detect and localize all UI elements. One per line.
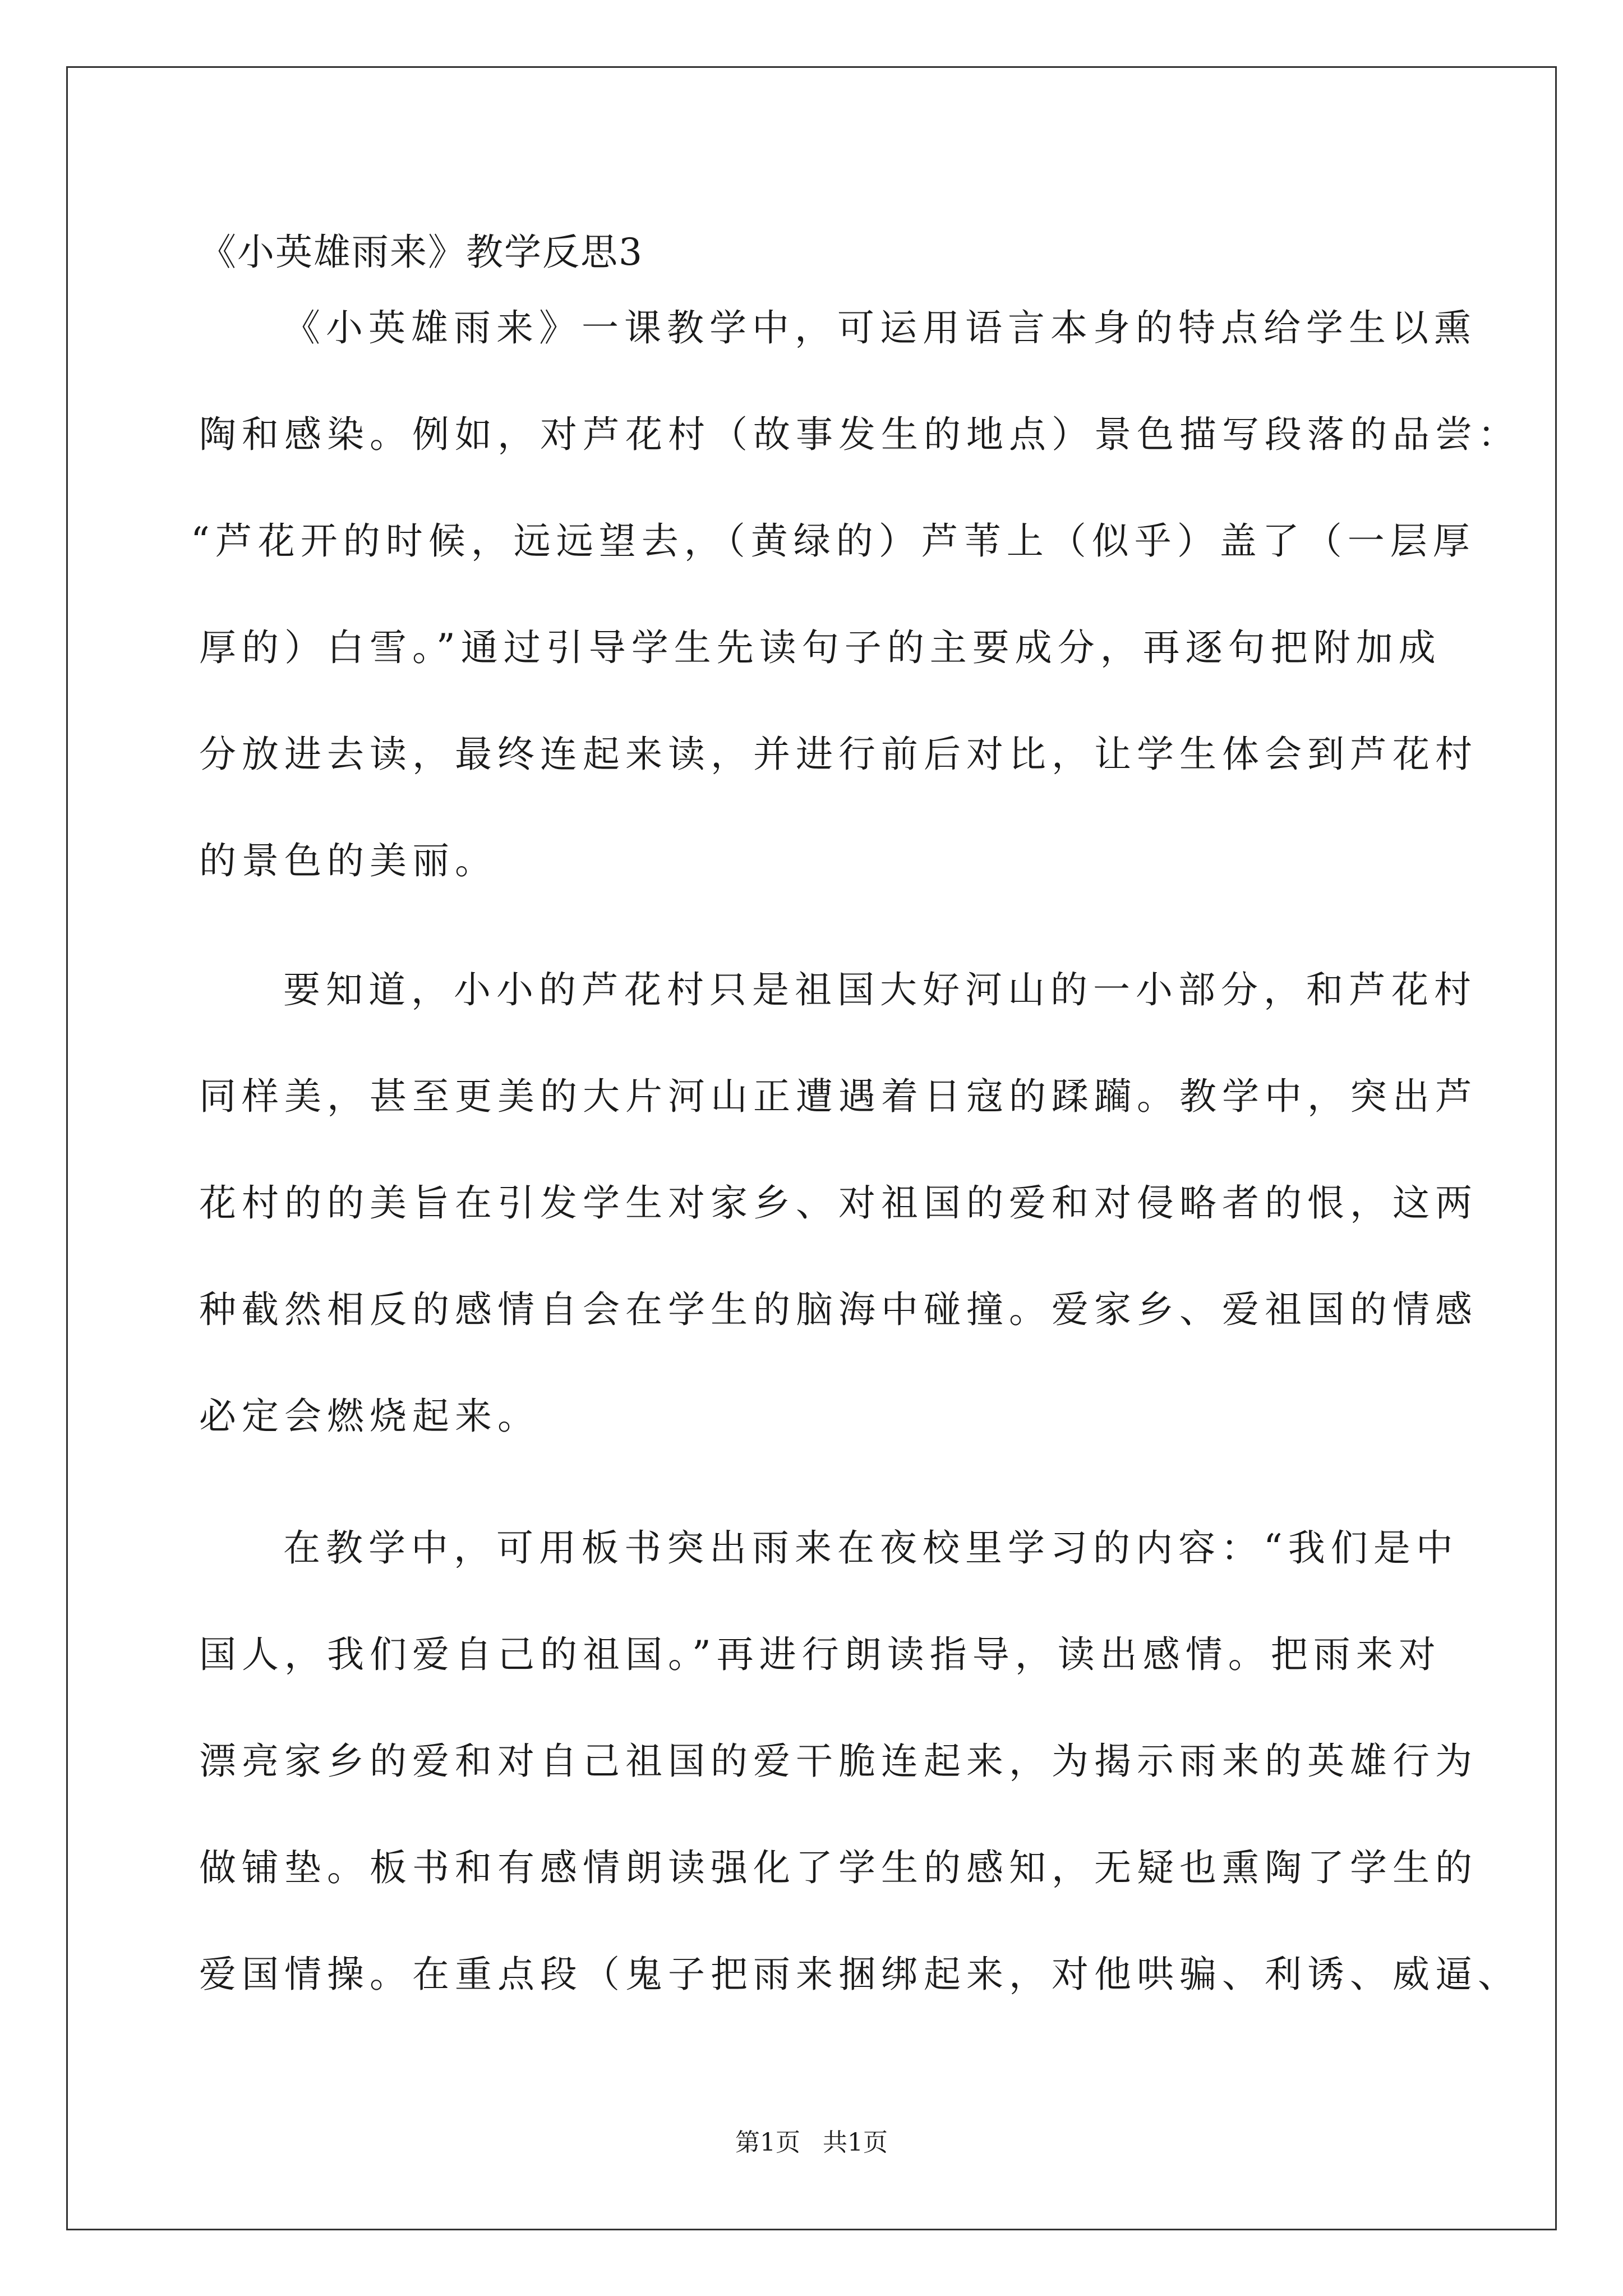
body-line: 做铺垫。板书和有感情朗读强化了学生的感知，无疑也熏陶了学生的 [199,1846,1478,1889]
page-number: 第1页 [735,2128,800,2157]
body-line: 陶和感染。例如，对芦花村（故事发生的地点）景色描写段落的品尝： [199,413,1520,456]
document-title: 《小英雄雨来》教学反思3 [199,231,643,274]
body-line: 在教学中，可用板书突出雨来在夜校里学习的内容：“我们是中 [283,1526,1459,1570]
page-footer [0,2126,1623,2160]
page-total: 共1页 [823,2128,888,2157]
body-line: 厚的）白雪。”通过引导学生先读句子的主要成分，再逐句把附加成 [199,626,1441,669]
body-line: 国人，我们爱自己的祖国。”再进行朗读指导，读出感情。把雨来对 [199,1633,1441,1676]
body-line: 的景色的美丽。 [199,839,497,882]
body-line: 爱国情操。在重点段（鬼子把雨来捆绑起来，对他哄骗、利诱、威逼、 [199,1953,1520,1996]
body-line: 同样美，甚至更美的大片河山正遭遇着日寇的蹂躏。教学中，突出芦 [199,1075,1478,1118]
body-line: 花村的的美旨在引发学生对家乡、对祖国的爱和对侵略者的恨，这两 [199,1181,1478,1225]
body-line: 分放进去读，最终连起来读，并进行前后对比，让学生体会到芦花村 [199,733,1478,776]
body-line: 必定会燃烧起来。 [199,1395,540,1438]
body-line: “芦花开的时候，远远望去，（黄绿的）芦苇上（似乎）盖了（一层厚 [191,519,1476,563]
body-line: 要知道，小小的芦花村只是祖国大好河山的一小部分，和芦花村 [283,968,1477,1011]
body-line: 漂亮家乡的爱和对自己祖国的爱干脆连起来，为揭示雨来的英雄行为 [199,1740,1478,1783]
body-line: 《小英雄雨来》一课教学中，可运用语言本身的特点给学生以熏 [283,306,1477,349]
body-line: 种截然相反的感情自会在学生的脑海中碰撞。爱家乡、爱祖国的情感 [199,1288,1478,1331]
page-border [66,66,1557,2230]
